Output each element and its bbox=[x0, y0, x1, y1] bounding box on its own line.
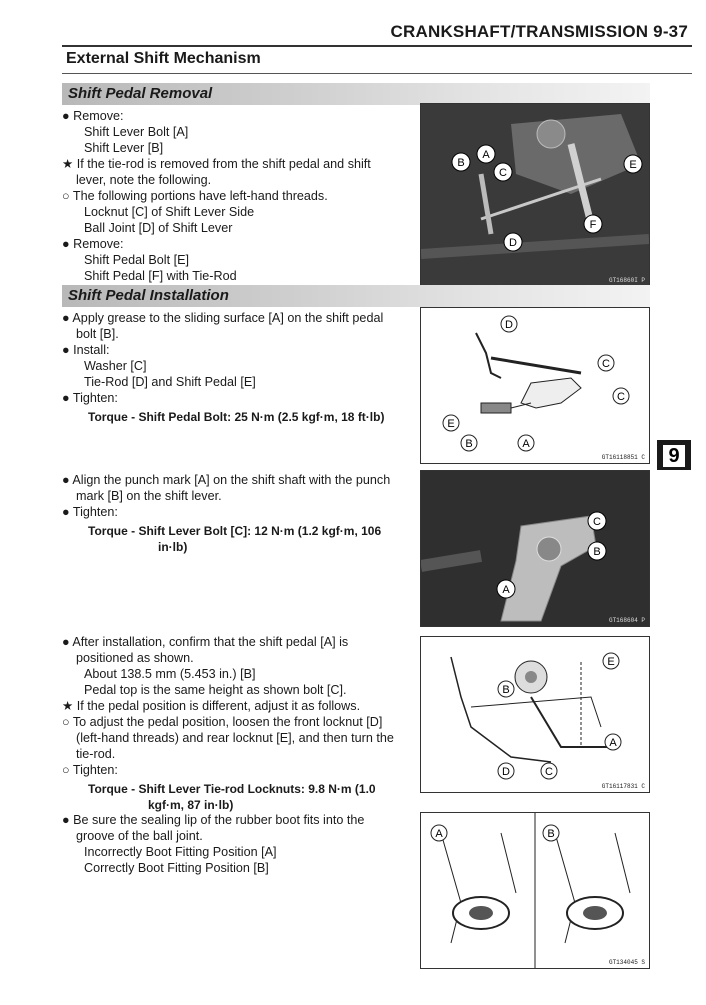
section-rule bbox=[62, 73, 692, 74]
callout-b: B bbox=[547, 828, 555, 840]
callout-c: C bbox=[617, 391, 625, 403]
chapter-tab: 9 bbox=[657, 440, 691, 470]
callout-b: B bbox=[457, 157, 465, 169]
installation-figure-1 bbox=[420, 307, 650, 464]
installation-photo-2 bbox=[420, 470, 650, 627]
callout-a: A bbox=[435, 828, 443, 840]
installation-text-1 bbox=[62, 310, 402, 425]
callout-e: E bbox=[447, 418, 455, 430]
section-title: External Shift Mechanism bbox=[66, 50, 261, 67]
removal-photo bbox=[420, 103, 650, 287]
callout-e: E bbox=[607, 656, 615, 668]
install-step: ● Install: bbox=[62, 343, 110, 357]
installation-text-2 bbox=[62, 472, 402, 555]
removal-item: Shift Pedal Bolt [E] bbox=[84, 253, 190, 267]
callout-b: B bbox=[465, 438, 473, 450]
install-step: ● Apply grease to the sliding surface [A] on the shift pedal bolt [B]. bbox=[62, 311, 384, 341]
pedal-position-drawing bbox=[421, 637, 649, 792]
page-header-title: CRANKSHAFT/TRANSMISSION 9-37 bbox=[390, 22, 688, 41]
installation-subheader bbox=[62, 285, 650, 307]
removal-step: ● Remove: bbox=[62, 109, 124, 123]
header-rule bbox=[62, 45, 692, 47]
torque-spec-cont: in·lb) bbox=[158, 540, 188, 554]
install-item: Incorrectly Boot Fitting Position [A] bbox=[84, 845, 277, 859]
installation-figure-3 bbox=[420, 636, 650, 793]
install-step: ● After installation, confirm that the shift pedal [A] is positioned as shown. bbox=[62, 635, 349, 665]
install-note: ★ If the pedal position is different, adjust it as follows. bbox=[62, 699, 361, 713]
callout-c: C bbox=[545, 766, 553, 778]
callout-d: D bbox=[502, 766, 510, 778]
removal-item: Locknut [C] of Shift Lever Side bbox=[84, 205, 255, 219]
figure-code: GT134045 S bbox=[608, 959, 645, 966]
callout-e: E bbox=[629, 159, 637, 171]
installation-text-3 bbox=[62, 634, 402, 813]
removal-item: Shift Lever Bolt [A] bbox=[84, 125, 189, 139]
callout-a: A bbox=[609, 737, 617, 749]
figure-code: GT168604 P bbox=[608, 617, 645, 624]
removal-note: ○ The following portions have left-hand threads. bbox=[62, 189, 328, 203]
install-item: Pedal top is the same height as shown bolt [C]. bbox=[84, 683, 347, 697]
torque-spec-cont: kgf·m, 87 in·lb) bbox=[148, 798, 234, 812]
removal-note: ★ If the tie-rod is removed from the shift pedal and shift lever, note the following. bbox=[62, 157, 371, 187]
install-step: ● Align the punch mark [A] on the shift shaft with the punch mark [B] on the shift lever. bbox=[62, 473, 391, 503]
callout-c: C bbox=[602, 358, 610, 370]
install-step: ● Tighten: bbox=[62, 391, 118, 405]
callout-b: B bbox=[502, 684, 510, 696]
torque-spec: Torque - Shift Pedal Bolt: 25 N·m (2.5 kgf·m, 18 ft·lb) bbox=[88, 410, 385, 424]
callout-c: C bbox=[593, 516, 601, 528]
callout-d: D bbox=[505, 319, 513, 331]
removal-item: Ball Joint [D] of Shift Lever bbox=[84, 221, 233, 235]
install-step: ● Tighten: bbox=[62, 505, 118, 519]
torque-spec: Torque - Shift Lever Tie-rod Locknuts: 9.8 N·m (1.0 bbox=[88, 782, 376, 796]
removal-photo-illustration bbox=[421, 104, 649, 286]
installation-text-4 bbox=[62, 812, 402, 876]
boot-fitting-drawing bbox=[421, 813, 649, 968]
install-step: ● Be sure the sealing lip of the rubber boot fits into the groove of the ball joint. bbox=[62, 813, 365, 843]
callout-c: C bbox=[499, 167, 507, 179]
removal-heading: Shift Pedal Removal bbox=[68, 85, 213, 102]
callout-b: B bbox=[593, 546, 601, 558]
callout-a: A bbox=[522, 438, 530, 450]
callout-f: F bbox=[589, 219, 597, 231]
installation-figure-4 bbox=[420, 812, 650, 969]
install-item: About 138.5 mm (5.453 in.) [B] bbox=[84, 667, 256, 681]
removal-text bbox=[62, 108, 402, 284]
torque-spec: Torque - Shift Lever Bolt [C]: 12 N·m (1.2 kgf·m, 106 bbox=[88, 524, 382, 538]
removal-step: ● Remove: bbox=[62, 237, 124, 251]
removal-item: Shift Pedal [F] with Tie-Rod bbox=[84, 269, 237, 283]
punch-mark-photo bbox=[421, 471, 649, 626]
install-note: ○ To adjust the pedal position, loosen the front locknut [D] (left-hand threads) and rear locknut [E], and then turn the tie-rod. bbox=[62, 715, 394, 761]
install-note: ○ Tighten: bbox=[62, 763, 118, 777]
callout-a: A bbox=[482, 149, 490, 161]
removal-subheader bbox=[62, 83, 650, 105]
figure-code: GT16860I P bbox=[608, 277, 645, 284]
install-item: Tie-Rod [D] and Shift Pedal [E] bbox=[84, 375, 256, 389]
callout-d: D bbox=[509, 237, 517, 249]
callout-a: A bbox=[502, 584, 510, 596]
figure-code: GT16117831 C bbox=[601, 783, 645, 790]
installation-heading: Shift Pedal Installation bbox=[68, 287, 229, 304]
install-item: Washer [C] bbox=[84, 359, 147, 373]
install-item: Correctly Boot Fitting Position [B] bbox=[84, 861, 269, 875]
figure-code: GT16118851 C bbox=[601, 454, 645, 461]
pedal-assembly-drawing bbox=[421, 308, 649, 463]
removal-item: Shift Lever [B] bbox=[84, 141, 164, 155]
